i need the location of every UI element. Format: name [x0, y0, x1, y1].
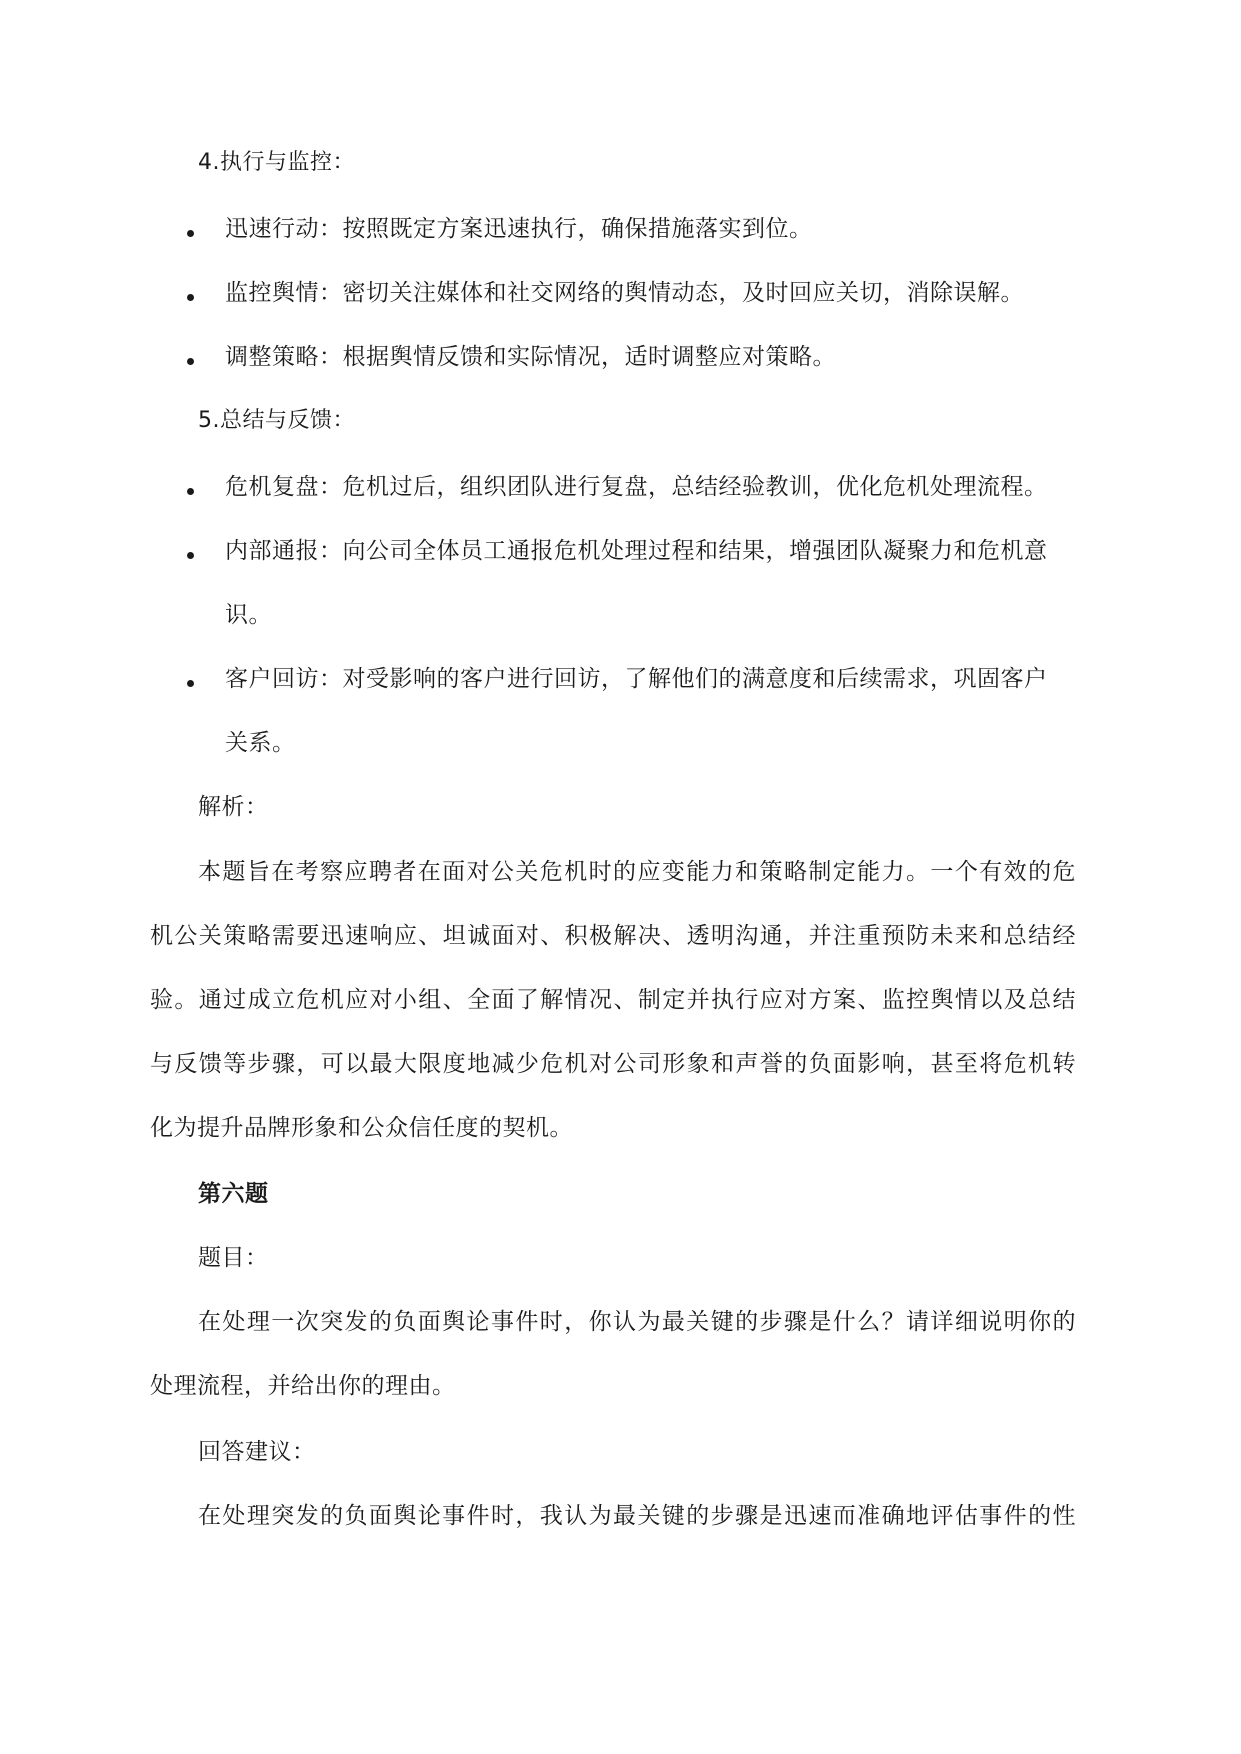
section-4-heading: 4.执行与监控：	[198, 150, 355, 175]
list-item: 危机复盘：危机过后，组织团队进行复盘，总结经验教训，优化危机处理流程。	[225, 474, 1048, 500]
analysis-paragraph-line: 机公关策略需要迅速响应、坦诚面对、积极解决、透明沟通，并注重预防未来和总结经	[150, 923, 1076, 949]
bullet-icon	[187, 358, 194, 365]
bullet-icon	[187, 294, 194, 301]
bullet-icon	[187, 230, 194, 237]
section-5-heading: 5.总结与反馈：	[198, 408, 355, 433]
answer-text-line: 在处理突发的负面舆论事件时，我认为最关键的步骤是迅速而准确地评估事件的性	[198, 1503, 1076, 1529]
prompt-text-line: 处理流程，并给出你的理由。	[150, 1373, 456, 1399]
list-item-continuation: 识。	[225, 602, 272, 628]
analysis-paragraph-line: 与反馈等步骤，可以最大限度地减少危机对公司形象和声誉的负面影响，甚至将危机转	[150, 1051, 1076, 1077]
bullet-icon	[187, 552, 194, 559]
list-item-continuation: 关系。	[225, 730, 296, 756]
list-item: 迅速行动：按照既定方案迅速执行，确保措施落实到位。	[225, 216, 813, 242]
bullet-icon	[187, 680, 194, 687]
question-title: 第六题	[198, 1180, 269, 1207]
prompt-text-line: 在处理一次突发的负面舆论事件时，你认为最关键的步骤是什么？请详细说明你的	[198, 1309, 1076, 1335]
analysis-paragraph-line: 本题旨在考察应聘者在面对公关危机时的应变能力和策略制定能力。一个有效的危	[198, 859, 1076, 885]
bullet-icon	[187, 488, 194, 495]
list-item: 客户回访：对受影响的客户进行回访，了解他们的满意度和后续需求，巩固客户	[225, 666, 1048, 692]
list-item: 监控舆情：密切关注媒体和社交网络的舆情动态，及时回应关切，消除误解。	[225, 280, 1024, 306]
analysis-paragraph-line: 验。通过成立危机应对小组、全面了解情况、制定并执行应对方案、监控舆情以及总结	[150, 987, 1076, 1013]
answer-label: 回答建议：	[198, 1439, 316, 1465]
analysis-label: 解析：	[198, 794, 269, 820]
prompt-label: 题目：	[198, 1245, 269, 1271]
list-item: 内部通报：向公司全体员工通报危机处理过程和结果，增强团队凝聚力和危机意	[225, 538, 1048, 564]
analysis-paragraph-line: 化为提升品牌形象和公众信任度的契机。	[150, 1115, 573, 1141]
list-item: 调整策略：根据舆情反馈和实际情况，适时调整应对策略。	[225, 344, 836, 370]
